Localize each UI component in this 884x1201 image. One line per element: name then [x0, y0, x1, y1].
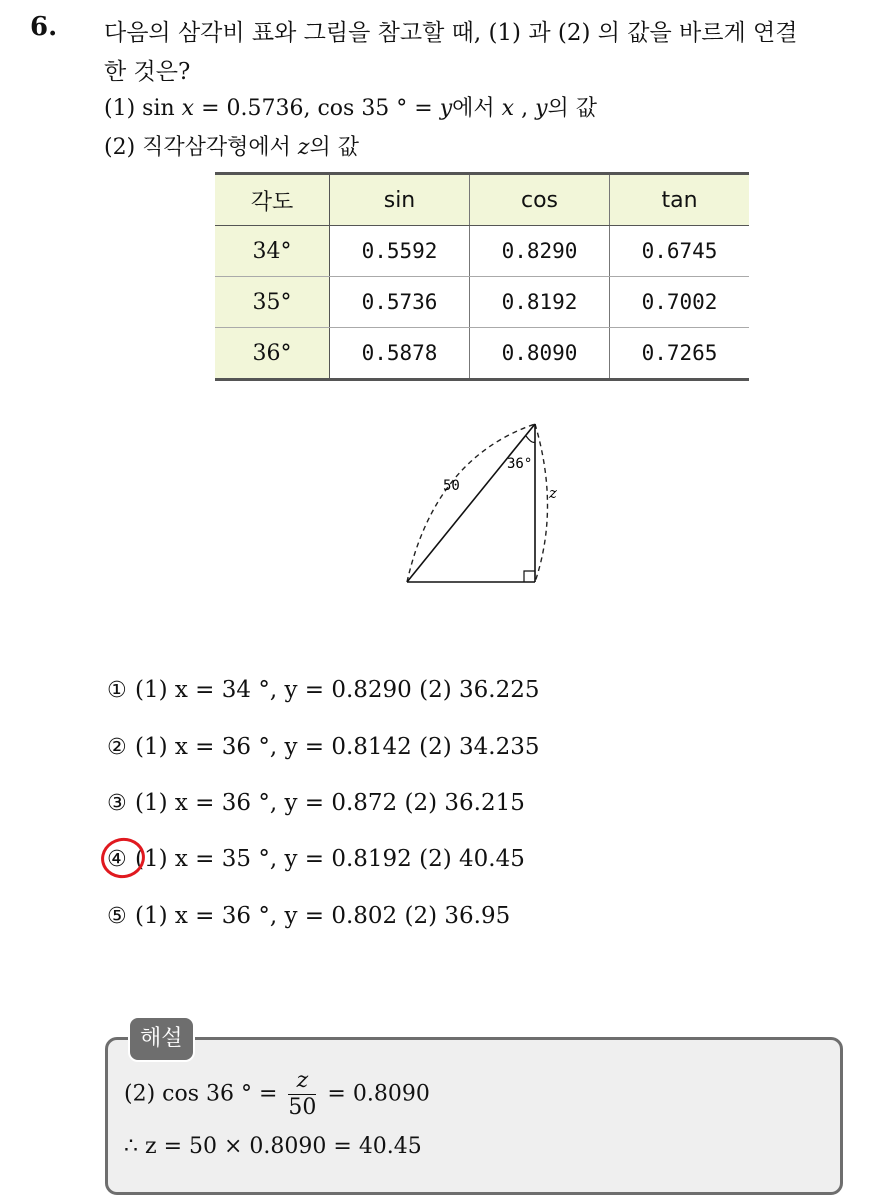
var-y-2: y — [535, 96, 548, 121]
var-y: y — [439, 96, 453, 121]
condition-2 — [104, 130, 359, 161]
choice-5[interactable] — [107, 899, 510, 933]
choice-text: (1) x = 35 °, y = 0.8192 (2) 40.45 — [135, 846, 525, 872]
triangle-hypotenuse — [407, 424, 535, 582]
right-triangle-figure — [395, 418, 575, 593]
choice-1[interactable] — [107, 673, 540, 707]
condition-1-end: 의 값 — [547, 96, 598, 121]
choice-2[interactable] — [107, 730, 540, 764]
var-x: x — [181, 96, 195, 121]
table-header-row — [215, 174, 749, 226]
row-angle: 35° — [215, 277, 330, 328]
fraction-numerator: z — [288, 1068, 316, 1095]
cell-tan: 0.7265 — [610, 328, 750, 380]
condition-1-comma: , — [514, 96, 536, 121]
cell-cos: 0.8090 — [470, 328, 610, 380]
right-angle-mark — [524, 571, 535, 582]
choice-text: (1) x = 36 °, y = 0.8142 (2) 34.235 — [135, 734, 540, 760]
cell-cos: 0.8192 — [470, 277, 610, 328]
solution-tab: 해설 — [128, 1016, 195, 1062]
row-angle: 36° — [215, 328, 330, 380]
hypotenuse-label: 50 — [443, 478, 460, 494]
side-z-label: z — [549, 484, 557, 502]
solution-line-2: ∴ z = 50 × 0.8090 = 40.45 — [124, 1134, 422, 1159]
choice-text: (1) x = 36 °, y = 0.802 (2) 36.95 — [135, 903, 511, 929]
cell-cos: 0.8290 — [470, 226, 610, 277]
choice-text: (1) x = 36 °, y = 0.872 (2) 36.215 — [135, 790, 525, 816]
angle-label: 36° — [507, 456, 533, 472]
header-cos: cos — [470, 174, 610, 226]
header-angle: 각도 — [215, 174, 330, 226]
var-z: z — [297, 135, 310, 160]
condition-1 — [104, 91, 597, 122]
arc-right — [535, 424, 548, 582]
condition-2-prefix: (2) 직각삼각형에서 — [104, 135, 298, 160]
question-line-2: 한 것은? — [104, 59, 191, 85]
choice-marker: ③ — [107, 791, 127, 816]
table-row — [215, 277, 749, 328]
cell-sin: 0.5878 — [330, 328, 470, 380]
table-row — [215, 226, 749, 277]
angle-arc — [526, 436, 535, 442]
solution-line-1-suffix: = 0.8090 — [327, 1081, 430, 1107]
fraction-denominator: 50 — [288, 1095, 317, 1120]
choice-marker: ⑤ — [107, 904, 127, 929]
trig-table — [215, 172, 749, 381]
question-line-1: 다음의 삼각비 표와 그림을 참고할 때, (1) 과 (2) 의 값을 바르게 연결 — [104, 20, 798, 46]
condition-2-end: 의 값 — [309, 135, 360, 160]
header-sin: sin — [330, 174, 470, 226]
condition-1-suffix: 에서 — [452, 96, 502, 121]
choice-text: (1) x = 34 °, y = 0.8290 (2) 36.225 — [135, 677, 540, 703]
cell-tan: 0.7002 — [610, 277, 750, 328]
header-tan: tan — [610, 174, 750, 226]
solution-fraction — [288, 1068, 316, 1121]
solution-line-1-prefix: (2) cos 36 ° = — [124, 1081, 278, 1107]
cell-sin: 0.5592 — [330, 226, 470, 277]
condition-1-mid: = 0.5736, cos 35 ° = — [194, 96, 440, 121]
choice-3[interactable] — [107, 786, 525, 820]
choice-marker: ④ — [107, 847, 127, 872]
choice-4[interactable] — [107, 842, 525, 876]
cell-tan: 0.6745 — [610, 226, 750, 277]
question-number: 6. — [30, 12, 58, 42]
table-row — [215, 328, 749, 380]
solution-line-1 — [124, 1068, 430, 1121]
condition-1-prefix: (1) sin — [104, 96, 182, 121]
choice-marker: ② — [107, 735, 127, 760]
row-angle: 34° — [215, 226, 330, 277]
cell-sin: 0.5736 — [330, 277, 470, 328]
choice-marker: ① — [107, 678, 127, 703]
var-x-2: x — [501, 96, 515, 121]
